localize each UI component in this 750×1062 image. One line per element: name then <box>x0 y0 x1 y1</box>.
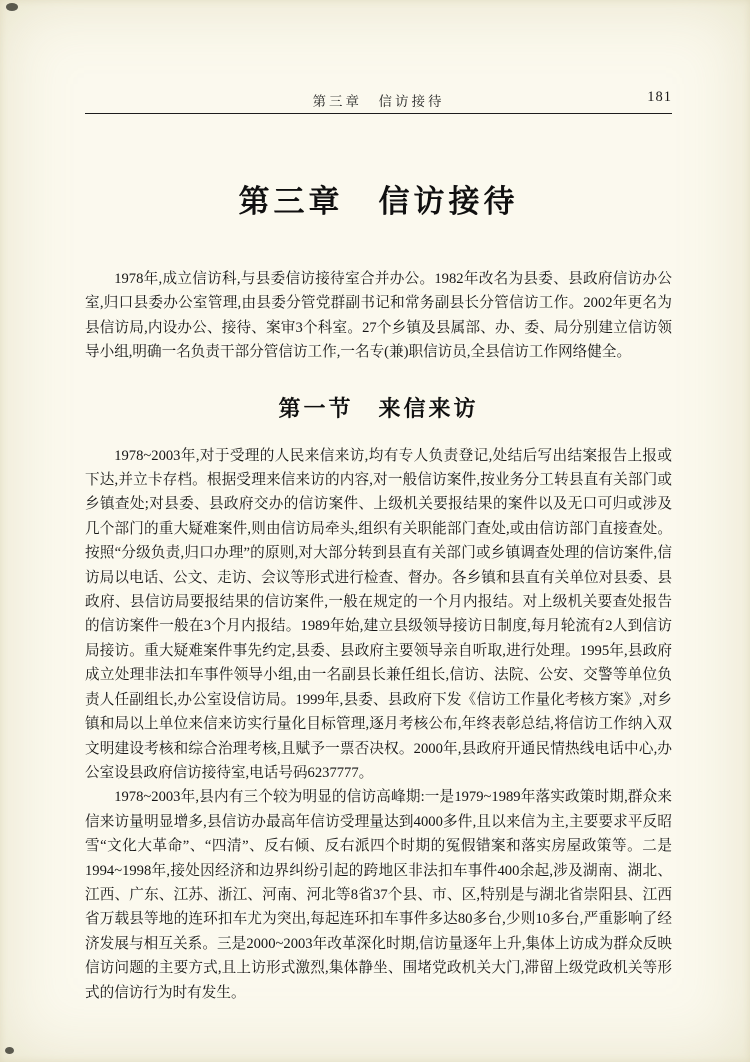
chapter-title: 第三章 信访接待 <box>238 184 519 219</box>
chapter-intro-paragraph: 1978年,成立信访科,与县委信访接待室合并办公。1982年改名为县委、县政府信访办公室,归口县委办公室管理,由县委分管党群副书记和常务副县长分管信访工作。2002年更名为县信访局,内设办公、接待、案审3个科室。27个乡镇及县属部、办、委、局分别建立信访领导小组,明确一名负责干部分管信访工作,一名专(兼)职信访员,全县信访工作网络健全。 <box>85 271 672 361</box>
section-title: 第一节 来信来访 <box>278 395 479 421</box>
header-rule <box>85 113 672 114</box>
running-header-title: 第三章 信访接待 <box>312 94 445 109</box>
section-paragraph-1: 1978~2003年,对于受理的人民来信来访,均有专人负责登记,处结后写出结案报告上报或下达,并立卡存档。根据受理来信来访的内容,对一般信访案件,按业务分工转县直有关部门或乡镇查处;对县委、县政府交办的信访案件、上级机关要报结果的案件以及无口可归或涉及几个部门的重大疑难案件,则由信访局牵头,组织有关职能部门查处,或由信访部门直接查处。按照“分级负责,归口办理”的原则,对大部分转到县直有关部门或乡镇调查处理的信访案件,信访局以电话、公文、走访、会议等形式进行检查、督办。各乡镇和县直有关单位对县委、县政府、县信访局要报结果的信访案件,一般在规定的一个月内报结。对上级机关要查处报告的信访案件一般在3个月内报结。1989年始,建立县级领导接访日制度,每月轮流有2人到信访局接访。重大疑难案件事先约定,县委、县政府主要领导亲自听取,进行处理。1995年,县政府成立处理非法扣车事件领导小组,由一名副县长兼任组长,信访、法院、公安、交警等单位负责人任副组长,办公室设信访局。1999年,县委、县政府下发《信访工作量化考核方案》,对乡镇和局以上单位来信来访实行量化目标管理,逐月考核公布,年终表彰总结,将信访工作纳入双文明建设考核和综合治理考核,且赋予一票否决权。2000年,县政府开通民情热线电话中心,办公室设县政府信访接待室,电话号码6237777。 <box>85 447 672 781</box>
scan-artifact-top-left <box>6 3 18 11</box>
scan-artifact-bottom-left <box>5 1047 14 1054</box>
running-header <box>85 90 672 112</box>
section-paragraph-2: 1978~2003年,县内有三个较为明显的信访高峰期:一是1979~1989年落实政策时期,群众来信来访量明显增多,县信访办最高年信访受理量达到4000多件,且以来信为主,主要要求平反昭雪“文化大革命”、“四清”、反右倾、反右派四个时期的冤假错案和落实房屋政策等。二是1994~1998年,接处因经济和边界纠纷引起的跨地区非法扣车事件400余起,涉及湖南、湖北、江西、广东、江苏、浙江、河南、河北等8省37个县、市、区,特别是与湖北省崇阳县、江西省万载县等地的连环扣车尤为突出,每起连环扣车事件多达80多台,少则10多台,严重影响了经济发展与相互关系。三是2000~2003年改革深化时期,信访量逐年上升,集体上访成为群众反映信访问题的主要方式,且上访形式激烈,集体静坐、围堵党政机关大门,滞留上级党政机关等形式的信访行为时有发生。 <box>85 789 672 1001</box>
page-number: 181 <box>647 89 672 105</box>
